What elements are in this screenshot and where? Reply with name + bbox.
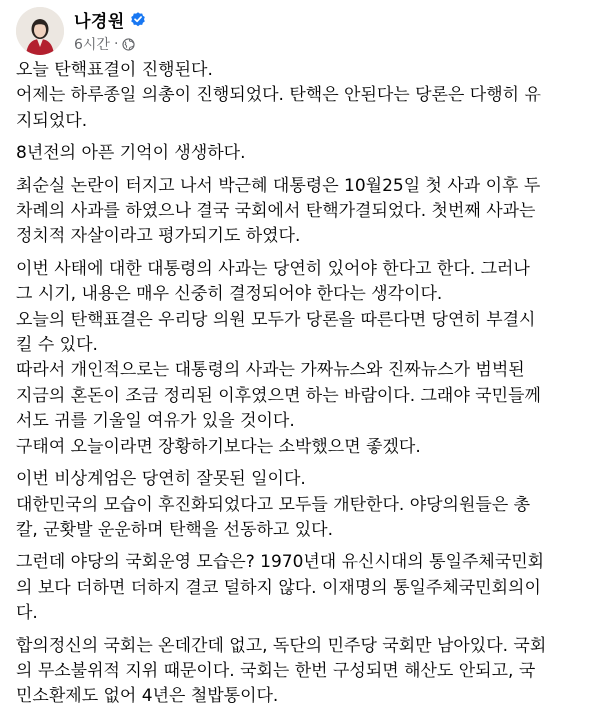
post-header [16,6,146,56]
post-text-line: 민소환제도 없어 4년은 철밥통이다. [16,686,279,707]
post-text-line: 최순실 논란이 터지고 나서 박근혜 대통령은 10월25일 첫 사과 이후 두 [16,175,541,196]
post-text-line: 대한민국의 모습이 후진화되었다고 모두들 개탄한다. 야당의원들은 총 [16,494,531,515]
avatar[interactable] [16,7,64,55]
post-text-line: 정치적 자살이라고 평가되기도 하였다. [16,226,301,247]
separator-dot: · [113,36,119,52]
post-text-line: 의 보다 더하면 더하지 결코 덜하지 않다. 이재명의 통일주체국민회의이 [16,577,541,598]
globe-icon[interactable] [122,38,135,51]
post-paragraph [16,141,586,166]
post-meta [74,8,146,54]
verified-badge-icon [130,11,146,27]
post-text-line: 킬 수 있다. [16,335,98,356]
post-paragraph [16,467,586,543]
post-paragraph [16,634,586,710]
post-text-line: 지금의 혼돈이 조금 정리된 이후였으면 하는 바람이다. 그래야 국민들께 [16,385,541,406]
post-text-line: 어제는 하루종일 의총이 진행되었다. 탄핵은 안된다는 당론은 다행히 유 [16,85,541,106]
post-text-line: 오늘의 탄핵표결은 우리당 의원 모두가 당론을 따른다면 당연히 부결시 [16,309,536,330]
author-row [74,8,146,30]
post-paragraph [16,58,586,134]
post-text-line: 8년전의 아픈 기억이 생생하다. [16,143,246,164]
post-paragraph [16,174,586,250]
post-text-line: 오늘 탄핵표결이 진행된다. [16,60,213,80]
post-paragraph [16,257,586,460]
avatar-image [16,7,64,55]
post-text-line: 그 시기, 내용은 매우 신중히 결정되어야 한다는 생각이다. [16,284,443,305]
post-text-line: 구태여 오늘이라면 장황하기보다는 소박했으면 좋겠다. [16,436,421,457]
post-text-line: 합의정신의 국회는 온데간데 없고, 독단의 민주당 국회만 남아있다. 국회 [16,635,547,656]
post-text-line: 의 무소불위적 지위 때문이다. 국회는 한번 구성되면 해산도 안되고, 국 [16,660,536,681]
post-text-line: 다. [16,603,38,624]
post-text-line: 이번 사태에 대한 대통령의 사과는 당연히 있어야 한다고 한다. 그러나 [16,258,530,279]
post-body [16,58,586,717]
post-text-line: 칼, 군홧발 운운하며 탄핵을 선동하고 있다. [16,519,334,540]
author-name[interactable]: 나경원 [74,11,125,32]
post-subline [74,34,146,54]
post-text-line: 차례의 사과를 하였으나 결국 국회에서 탄핵가결되었다. 첫번째 사과는 [16,201,536,222]
post-text-line: 따라서 개인적으로는 대통령의 사과는 가짜뉴스와 진짜뉴스가 범벅된 [16,360,525,381]
post-paragraph [16,550,586,626]
post-text-line: 그런데 야당의 국회운영 모습은? 1970년대 유신시대의 통일주체국민회 [16,552,545,573]
post-text-line: 이번 비상계엄은 당연히 잘못된 일이다. [16,469,306,490]
post-timestamp[interactable]: 6시간 [74,37,110,53]
post-text-line: 지되었다. [16,110,88,131]
post-text-line: 서도 귀를 기울일 여유가 있을 것이다. [16,411,295,432]
